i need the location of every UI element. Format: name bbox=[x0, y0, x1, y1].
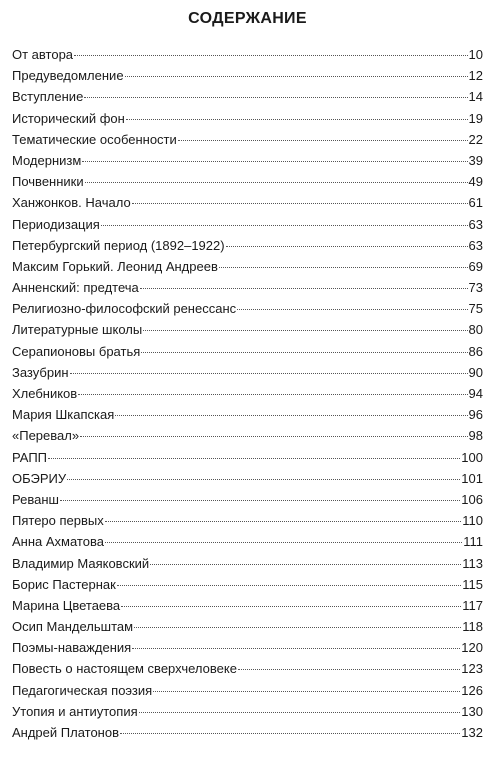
toc-entry[interactable] bbox=[12, 44, 483, 65]
toc-entry-label: Поэмы-наваждения bbox=[12, 640, 132, 656]
toc-dot-leader bbox=[117, 585, 461, 586]
toc-dot-leader bbox=[132, 648, 460, 649]
toc-entry-label: Осип Мандельштам bbox=[12, 619, 134, 635]
toc-entry-page-number: 63 bbox=[468, 216, 483, 232]
toc-dot-leader bbox=[226, 246, 468, 247]
toc-dot-leader bbox=[178, 140, 468, 141]
toc-entry-page-number: 113 bbox=[462, 555, 483, 571]
toc-entry-page-number: 117 bbox=[462, 597, 483, 613]
toc-entry[interactable] bbox=[12, 65, 483, 86]
toc-dot-leader bbox=[143, 330, 467, 331]
toc-dot-leader bbox=[238, 669, 460, 670]
toc-entry[interactable] bbox=[12, 171, 483, 192]
toc-entry[interactable] bbox=[12, 256, 483, 277]
toc-entry-label: Пятеро первых bbox=[12, 513, 104, 529]
toc-entry-page-number: 14 bbox=[468, 89, 483, 105]
toc-entry-label: Предуведомление bbox=[12, 68, 124, 84]
toc-entry[interactable] bbox=[12, 192, 483, 213]
toc-entry-label: Марина Цветаева bbox=[12, 597, 121, 613]
toc-entry-label: Почвенники bbox=[12, 174, 84, 190]
toc-entry-label: Исторический фон bbox=[12, 110, 125, 126]
toc-entry-label: От автора bbox=[12, 47, 74, 62]
toc-entry[interactable] bbox=[12, 510, 483, 531]
toc-entry-page-number: 123 bbox=[461, 661, 483, 677]
toc-entry-page-number: 90 bbox=[468, 364, 483, 380]
toc-entry-label: Вступление bbox=[12, 89, 84, 105]
toc-entry-label: Серапионовы братья bbox=[12, 343, 141, 359]
toc-dot-leader bbox=[70, 373, 468, 374]
toc-entry-page-number: 115 bbox=[462, 576, 483, 592]
toc-entry-label: Анна Ахматова bbox=[12, 534, 104, 550]
toc-entry[interactable] bbox=[12, 595, 483, 616]
toc-entry-page-number: 110 bbox=[462, 513, 483, 529]
toc-dot-leader bbox=[105, 521, 462, 522]
toc-entry[interactable] bbox=[12, 214, 483, 235]
toc-dot-leader bbox=[82, 161, 467, 162]
toc-entry-page-number: 10 bbox=[468, 47, 483, 62]
toc-dot-leader bbox=[84, 97, 467, 98]
toc-entry[interactable] bbox=[12, 86, 483, 107]
toc-dot-leader bbox=[140, 288, 468, 289]
toc-entry[interactable] bbox=[12, 319, 483, 340]
toc-entry-page-number: 96 bbox=[468, 407, 483, 423]
toc-entry-page-number: 100 bbox=[461, 449, 483, 465]
toc-dot-leader bbox=[120, 733, 460, 734]
toc-entry-page-number: 75 bbox=[468, 301, 483, 317]
toc-dot-leader bbox=[126, 119, 468, 120]
toc-entry-page-number: 101 bbox=[461, 470, 483, 486]
toc-entry-label: ОБЭРИУ bbox=[12, 470, 67, 486]
toc-entry-label: Утопия и антиутопия bbox=[12, 703, 138, 719]
toc-entry[interactable] bbox=[12, 277, 483, 298]
toc-entry-page-number: 61 bbox=[468, 195, 483, 211]
toc-entry-label: Ханжонков. Начало bbox=[12, 195, 131, 211]
toc-entry[interactable] bbox=[12, 150, 483, 171]
toc-entry-page-number: 130 bbox=[461, 703, 483, 719]
toc-entry-page-number: 111 bbox=[463, 534, 483, 550]
toc-list bbox=[12, 44, 483, 743]
toc-entry[interactable] bbox=[12, 701, 483, 722]
toc-entry-page-number: 80 bbox=[468, 322, 483, 338]
toc-dot-leader bbox=[80, 436, 467, 437]
toc-entry-label: Максим Горький. Леонид Андреев bbox=[12, 258, 218, 274]
toc-entry-page-number: 132 bbox=[461, 725, 483, 740]
toc-entry-label: Владимир Маяковский bbox=[12, 555, 150, 571]
toc-entry[interactable] bbox=[12, 425, 483, 446]
toc-dot-leader bbox=[78, 394, 467, 395]
toc-entry-label: Тематические особенности bbox=[12, 131, 177, 147]
toc-entry[interactable] bbox=[12, 235, 483, 256]
toc-entry-page-number: 120 bbox=[461, 640, 483, 656]
toc-dot-leader bbox=[125, 76, 468, 77]
toc-entry[interactable] bbox=[12, 680, 483, 701]
toc-entry-label: Мария Шкапская bbox=[12, 407, 115, 423]
toc-entry-page-number: 98 bbox=[468, 428, 483, 444]
toc-entry-label: Зазубрин bbox=[12, 364, 69, 380]
toc-entry[interactable] bbox=[12, 489, 483, 510]
toc-dot-leader bbox=[132, 203, 468, 204]
toc-entry[interactable] bbox=[12, 447, 483, 468]
toc-dot-leader bbox=[74, 55, 468, 56]
toc-dot-leader bbox=[237, 309, 467, 310]
toc-entry[interactable] bbox=[12, 108, 483, 129]
toc-entry-label: Литературные школы bbox=[12, 322, 143, 338]
toc-entry-label: Петербургский период (1892–1922) bbox=[12, 237, 225, 253]
toc-entry[interactable] bbox=[12, 341, 483, 362]
toc-dot-leader bbox=[85, 182, 468, 183]
toc-entry-page-number: 86 bbox=[468, 343, 483, 359]
toc-entry-label: Модернизм bbox=[12, 152, 82, 168]
toc-entry-label: Периодизация bbox=[12, 216, 100, 232]
toc-dot-leader bbox=[139, 712, 461, 713]
toc-entry-label: Педагогическая поэзия bbox=[12, 682, 153, 698]
toc-entry-page-number: 118 bbox=[462, 619, 483, 635]
toc-entry[interactable] bbox=[12, 383, 483, 404]
toc-dot-leader bbox=[219, 267, 468, 268]
toc-entry-label: Андрей Платонов bbox=[12, 725, 119, 740]
toc-entry[interactable] bbox=[12, 468, 483, 489]
toc-entry-label: Борис Пастернак bbox=[12, 576, 116, 592]
toc-entry-label: Религиозно-философский ренессанс bbox=[12, 301, 237, 317]
toc-entry-page-number: 19 bbox=[468, 110, 483, 126]
toc-entry-label: Анненский: предтеча bbox=[12, 280, 139, 296]
toc-entry[interactable] bbox=[12, 531, 483, 552]
toc-entry[interactable] bbox=[12, 362, 483, 383]
toc-dot-leader bbox=[101, 225, 468, 226]
toc-entry[interactable] bbox=[12, 553, 483, 574]
toc-dot-leader bbox=[150, 564, 461, 565]
toc-entry-page-number: 94 bbox=[468, 386, 483, 401]
toc-dot-leader bbox=[153, 691, 460, 692]
toc-dot-leader bbox=[60, 500, 460, 501]
toc-entry-label: Повесть о настоящем сверхчеловеке bbox=[12, 661, 237, 677]
toc-entry-page-number: 39 bbox=[468, 152, 483, 168]
toc-entry[interactable] bbox=[12, 722, 483, 743]
toc-entry-label: Реванш bbox=[12, 491, 59, 507]
toc-entry[interactable] bbox=[12, 658, 483, 679]
toc-title: СОДЕРЖАНИЕ bbox=[188, 10, 307, 27]
toc-entry[interactable] bbox=[12, 404, 483, 425]
toc-entry-page-number: 12 bbox=[468, 68, 483, 84]
toc-entry-page-number: 63 bbox=[468, 237, 483, 253]
toc-entry[interactable] bbox=[12, 298, 483, 319]
toc-dot-leader bbox=[121, 606, 461, 607]
toc-dot-leader bbox=[48, 458, 460, 459]
toc-entry-page-number: 126 bbox=[461, 682, 483, 698]
toc-entry[interactable] bbox=[12, 637, 483, 658]
toc-entry-label: РАПП bbox=[12, 449, 48, 465]
toc-entry-page-number: 73 bbox=[468, 280, 483, 296]
toc-entry-page-number: 49 bbox=[468, 174, 483, 190]
toc-dot-leader bbox=[134, 627, 461, 628]
toc-entry[interactable] bbox=[12, 616, 483, 637]
toc-entry-page-number: 69 bbox=[468, 258, 483, 274]
toc-entry-page-number: 106 bbox=[461, 491, 483, 507]
toc-entry-label: «Перевал» bbox=[12, 428, 80, 444]
toc-entry-page-number: 22 bbox=[468, 131, 483, 147]
toc-dot-leader bbox=[67, 479, 460, 480]
toc-dot-leader bbox=[115, 415, 467, 416]
toc-entry[interactable] bbox=[12, 129, 483, 150]
toc-dot-leader bbox=[105, 542, 462, 543]
toc-dot-leader bbox=[141, 352, 467, 353]
toc-entry[interactable] bbox=[12, 574, 483, 595]
toc-entry-label: Хлебников bbox=[12, 386, 78, 401]
